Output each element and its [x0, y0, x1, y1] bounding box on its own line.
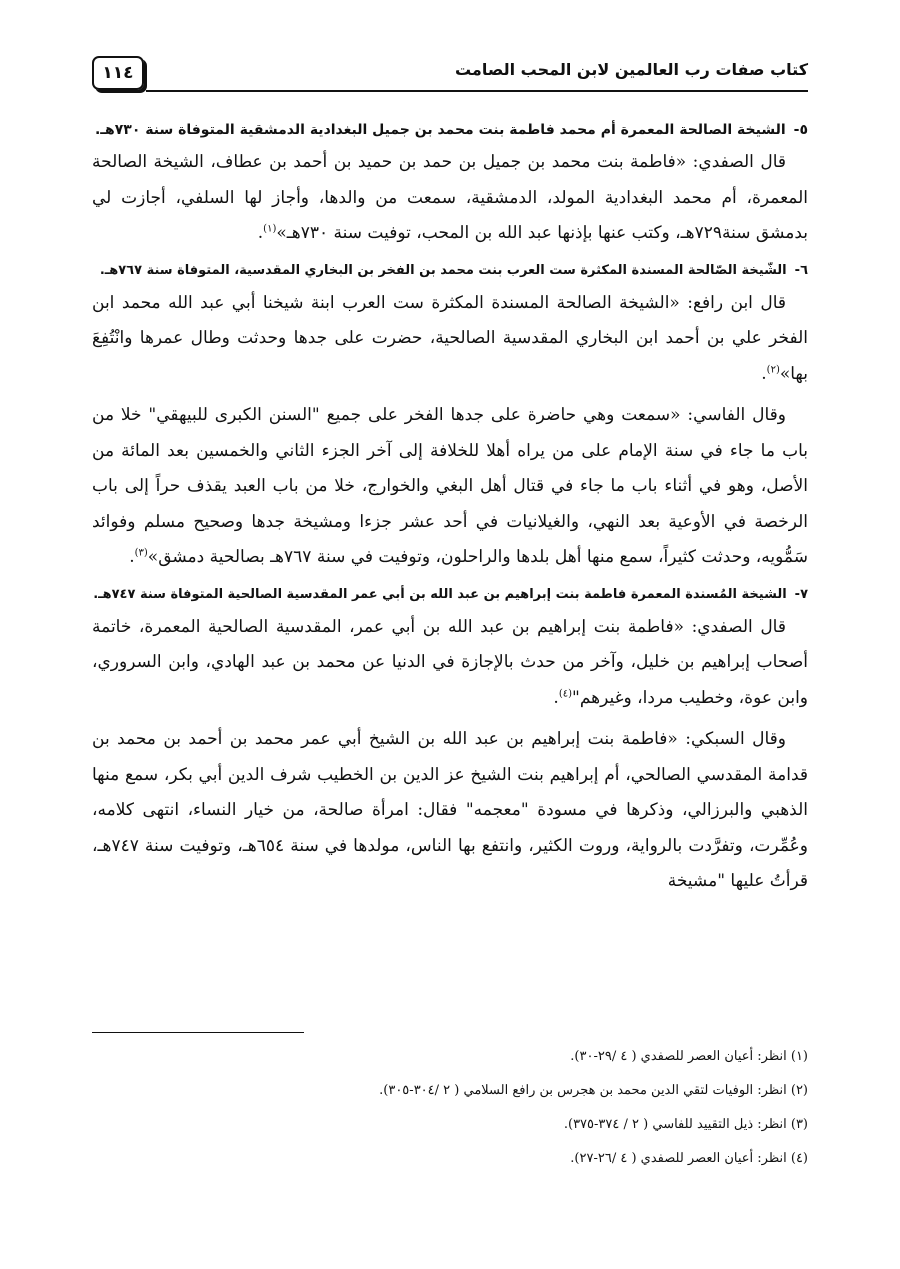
paragraph-text: وقال السبكي: «فاطمة بنت إبراهيم بن عبد الله بن الشيخ أبي عمر محمد بن أحمد بن محمد بن قدامة المقدسي الصالحي، أم إبراهيم بنت الشيخ عز الدين بن الخطيب شرف الدين أبي بكر، سمع منها الذهبي والبرزالي، وذكرها في مسودة "معجمه" فقال: امرأة صالحة، من خيار النساء، انتهى كلامه، وعُمِّرت، وتفرَّدت بالرواية، وروت الكثير، وانتفع بها الناس، مولدها في سنة ٦٥٤هـ، وتوفيت سنة ٧٤٧هـ، قرأتُ عليها "مشيخة [92, 729, 808, 891]
footnote-ref: (٣) [134, 547, 148, 559]
paragraph-text: قال الصفدي: «فاطمة بنت محمد بن جميل بن حمد بن حميد بن أحمد بن عطاف، الشيخة الصالحة المعمرة، أم محمد البغدادية المولد، الدمشقية، سمعت من والدها، وأجاز لها السلفي، أجازت لي بدمشق سنة٧٢٩هـ، وكتب عنها بإذنها عبد الله بن المحب، توفيت سنة ٧٣٠هـ» [92, 152, 808, 243]
footnotes [92, 1040, 808, 1176]
footnote-ref: (٤) [558, 687, 572, 699]
book-title: كتاب صفات رب العالمين لابن المحب الصامت [454, 60, 808, 79]
paragraph-text: قال ابن رافع: «الشيخة الصالحة المسندة المكثرة ست العرب ابنة شيخنا أبي عبد الله محمد ابن الفخر علي بن أحمد ابن البخاري المقدسية الصالحية، حضرت على جدها وحدثت وطال عمرها وانْتُفِعَ بها» [92, 292, 808, 384]
footnote-4: (٤) انظر: أعيان العصر للصفدي ( ٤ /٢٦-٢٧). [570, 1151, 808, 1166]
paragraph-end: . [553, 687, 559, 708]
footnote-separator [92, 1032, 304, 1033]
paragraph-text: قال الصفدي: «فاطمة بنت إبراهيم بن عبد الله بن أبي عمر، المقدسية الصالحية المعمرة، خاتمة أصحاب إبراهيم بن خليل، وآخر من حدث بالإجازة في الدنيا عن محمد بن عبد الهادي، وابن السروري، وابن عوة، وخطيب مردا، وغيرهم" [92, 616, 808, 708]
footnote-2: (٢) انظر: الوفيات لتقي الدين محمد بن هجرس بن رافع السلامي ( ٢ /٣٠٤-٣٠٥). [379, 1083, 808, 1098]
entry-title: الشيخة المُسندة المعمرة فاطمة بنت إبراهيم بن عبد الله بن أبي عمر المقدسية الصالحية المتوفاة سنة ٧٤٧هـ. [93, 586, 787, 602]
entry-title: الشّيخة الصّالحة المسندة المكثرة ست العرب بنت محمد بن الفخر بن البخاري المقدسية، المتوفاة سنة ٧٦٧هـ. [99, 262, 787, 278]
entry-5-heading [92, 115, 808, 145]
header-rule [146, 90, 808, 92]
entry-number: ٧- [794, 586, 808, 602]
entry-number: ٥- [793, 122, 808, 138]
entry-6-heading [92, 256, 808, 286]
paragraph-end: . [129, 547, 135, 567]
paragraph-text: وقال الفاسي: «سمعت وهي حاضرة على جدها الفخر على جميع "السنن الكبرى للبيهقي" خلا من باب ما جاء في سنة الإمام على من يراه أهلا للخلافة إلى آخر الجزء الثاني والخمسين بعد المائة من الأصل، وهو في أثناء باب ما جاء في قتال أهل البغي والخوارج، خلا من باب العبد يقذف حراً إلى باب الرخصة في الأوعية بعد النهي، والغيلانيات في أحد عشر جزءا ومشيخة جدها وصحيح مسلم وفوائد سَمُّويه، وحدثت كثيراً، سمع منها أهل بلدها والراحلون، وتوفيت في سنة ٧٦٧هـ بصالحية دمشق» [92, 405, 808, 567]
entry-7-paragraph-1 [92, 610, 808, 717]
footnote-3: (٣) انظر: ذيل التقييد للفاسي ( ٢ / ٣٧٤-٣٧٥). [563, 1117, 808, 1132]
page-number-box: ١١٤ [92, 56, 144, 90]
footnote-1: (١) انظر: أعيان العصر للصفدي ( ٤ /٢٩-٣٠). [570, 1049, 808, 1064]
entry-6-paragraph-2 [92, 398, 808, 576]
entry-title: الشيخة الصالحة المعمرة أم محمد فاطمة بنت محمد بن جميل البغدادية الدمشقية المتوفاة سنة ٧٣٠هـ. [94, 122, 786, 138]
entry-5-paragraph-1 [92, 145, 808, 252]
entry-7-paragraph-2 [92, 722, 808, 900]
entry-number: ٦- [794, 262, 808, 278]
main-text [92, 112, 808, 900]
paragraph-end: . [761, 363, 767, 384]
footnote-ref: (١) [263, 223, 277, 235]
footnote-ref: (٢) [766, 363, 780, 375]
running-header [92, 56, 808, 92]
paragraph-end: . [257, 223, 264, 243]
entry-7-heading [92, 580, 808, 610]
entry-6-paragraph-1 [92, 286, 808, 393]
